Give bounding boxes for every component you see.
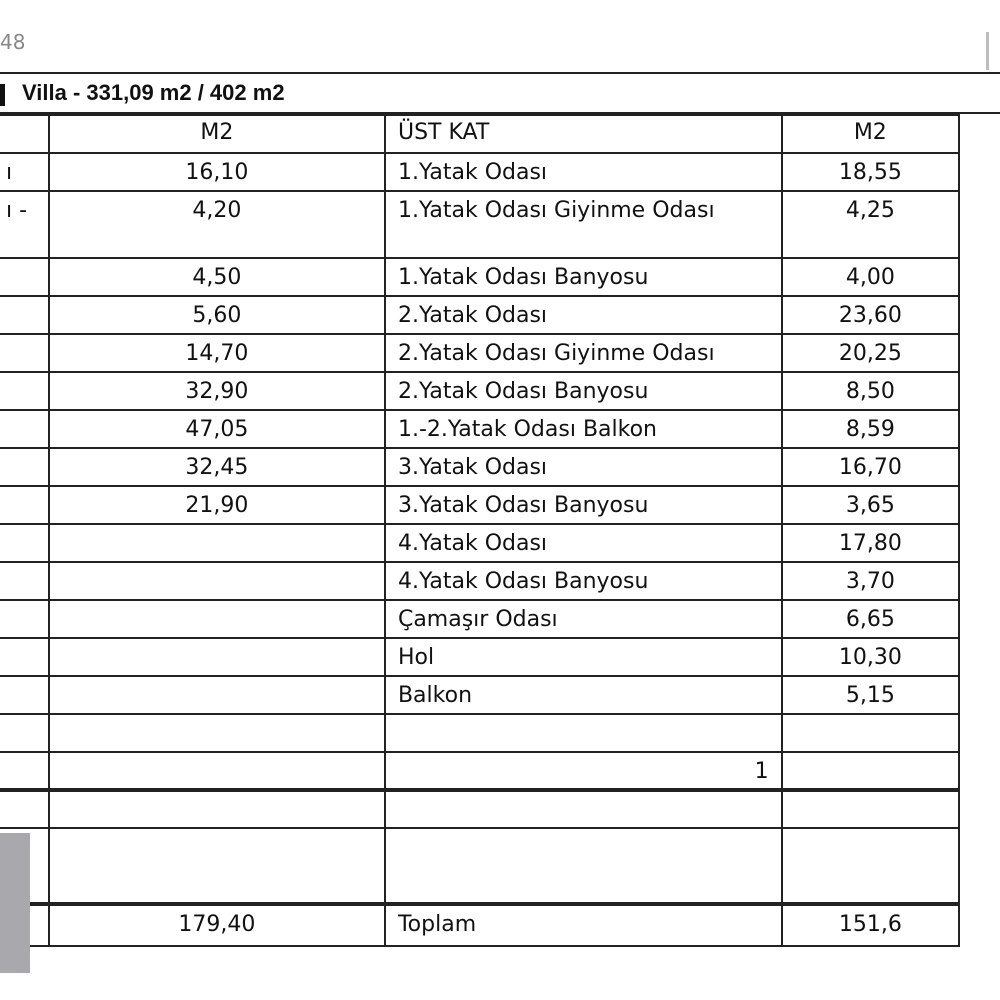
ground-area-header: M2 [49, 115, 385, 153]
empty-cell [49, 828, 385, 904]
upper-room-label: 2.Yatak Odası [385, 296, 782, 334]
empty-cell [385, 714, 782, 752]
upper-room-label: Hol [385, 638, 782, 676]
ground-room-label [0, 486, 49, 524]
ground-room-label [0, 334, 49, 372]
upper-room-label: 1.Yatak Odası Giyinme Odası [385, 191, 782, 258]
ground-area-value: 4,20 [49, 191, 385, 258]
title-mark [0, 84, 5, 106]
ground-area-value [49, 638, 385, 676]
upper-area-value: 4,25 [782, 191, 959, 258]
upper-area-value: 3,70 [782, 562, 959, 600]
upper-floor-header: ÜST KAT [385, 115, 782, 153]
ground-room-label [0, 524, 49, 562]
ground-floor-header-cell [0, 115, 49, 153]
table-row [0, 153, 959, 191]
ground-area-value: 5,60 [49, 296, 385, 334]
upper-area-value: 5,15 [782, 676, 959, 714]
edge-mark [986, 32, 989, 70]
ground-area-value [49, 562, 385, 600]
upper-area-header: M2 [782, 115, 959, 153]
empty-cell [49, 752, 385, 790]
total-row [0, 904, 959, 946]
table-row [0, 191, 959, 258]
ground-total-value: 179,40 [49, 904, 385, 946]
table-row [0, 790, 959, 828]
empty-cell [782, 828, 959, 904]
upper-room-label: 1.-2.Yatak Odası Balkon [385, 410, 782, 448]
ground-room-label [0, 296, 49, 334]
empty-cell [0, 790, 49, 828]
upper-room-label: 4.Yatak Odası Banyosu [385, 562, 782, 600]
page-title: Villa - 331,09 m2 / 402 m2 [22, 80, 285, 105]
table-row [0, 600, 959, 638]
ground-room-label [0, 562, 49, 600]
upper-area-value: 16,70 [782, 448, 959, 486]
ground-room-label [0, 448, 49, 486]
upper-area-value: 23,60 [782, 296, 959, 334]
table-row [0, 334, 959, 372]
ground-area-value [49, 524, 385, 562]
ground-area-value: 47,05 [49, 410, 385, 448]
ground-area-value [49, 600, 385, 638]
ground-room-label [0, 638, 49, 676]
table-row [0, 296, 959, 334]
table-row [0, 258, 959, 296]
ground-room-label: ı [0, 153, 49, 191]
upper-area-value: 20,25 [782, 334, 959, 372]
upper-area-value: 8,59 [782, 410, 959, 448]
table-row [0, 676, 959, 714]
empty-cell [0, 714, 49, 752]
upper-area-value: 8,50 [782, 372, 959, 410]
table-row [0, 562, 959, 600]
page-number: 48 [0, 30, 26, 54]
upper-total-label: Toplam [385, 904, 782, 946]
upper-room-label: 2.Yatak Odası Giyinme Odası [385, 334, 782, 372]
empty-cell [385, 790, 782, 828]
upper-area-value: 4,00 [782, 258, 959, 296]
upper-area-value: 10,30 [782, 638, 959, 676]
upper-room-label: 3.Yatak Odası [385, 448, 782, 486]
upper-area-value: 18,55 [782, 153, 959, 191]
ground-area-value [49, 676, 385, 714]
empty-cell [782, 790, 959, 828]
upper-room-label: 4.Yatak Odası [385, 524, 782, 562]
upper-area-value: 3,65 [782, 486, 959, 524]
upper-area-value: 17,80 [782, 524, 959, 562]
ground-area-value: 4,50 [49, 258, 385, 296]
table-row [0, 410, 959, 448]
table-row [0, 524, 959, 562]
ground-room-label [0, 600, 49, 638]
upper-room-label: Balkon [385, 676, 782, 714]
ground-area-value: 32,45 [49, 448, 385, 486]
table-row [0, 828, 959, 904]
upper-total-value: 151,6 [782, 904, 959, 946]
table-row [0, 714, 959, 752]
table-header-row [0, 115, 959, 153]
ground-room-label [0, 372, 49, 410]
table-row [0, 372, 959, 410]
table-row [0, 638, 959, 676]
table-row [0, 752, 959, 790]
stray-value: 1 [385, 752, 782, 790]
upper-room-label: 2.Yatak Odası Banyosu [385, 372, 782, 410]
ground-area-value: 16,10 [49, 153, 385, 191]
title-bar [0, 72, 1000, 114]
watermark-block [0, 833, 30, 973]
empty-cell [782, 714, 959, 752]
empty-cell [49, 790, 385, 828]
ground-area-value: 32,90 [49, 372, 385, 410]
ground-area-value: 14,70 [49, 334, 385, 372]
upper-room-label: Çamaşır Odası [385, 600, 782, 638]
upper-room-label: 1.Yatak Odası Banyosu [385, 258, 782, 296]
ground-room-label [0, 410, 49, 448]
upper-room-label: 1.Yatak Odası [385, 153, 782, 191]
ground-room-label [0, 258, 49, 296]
empty-cell [0, 752, 49, 790]
area-table [0, 114, 960, 947]
empty-cell [782, 752, 959, 790]
upper-room-label: 3.Yatak Odası Banyosu [385, 486, 782, 524]
upper-area-value: 6,65 [782, 600, 959, 638]
empty-cell [49, 714, 385, 752]
empty-cell [385, 828, 782, 904]
table-row [0, 486, 959, 524]
ground-area-value: 21,90 [49, 486, 385, 524]
table-row [0, 448, 959, 486]
ground-room-label [0, 676, 49, 714]
ground-room-label: ı - [0, 191, 49, 258]
